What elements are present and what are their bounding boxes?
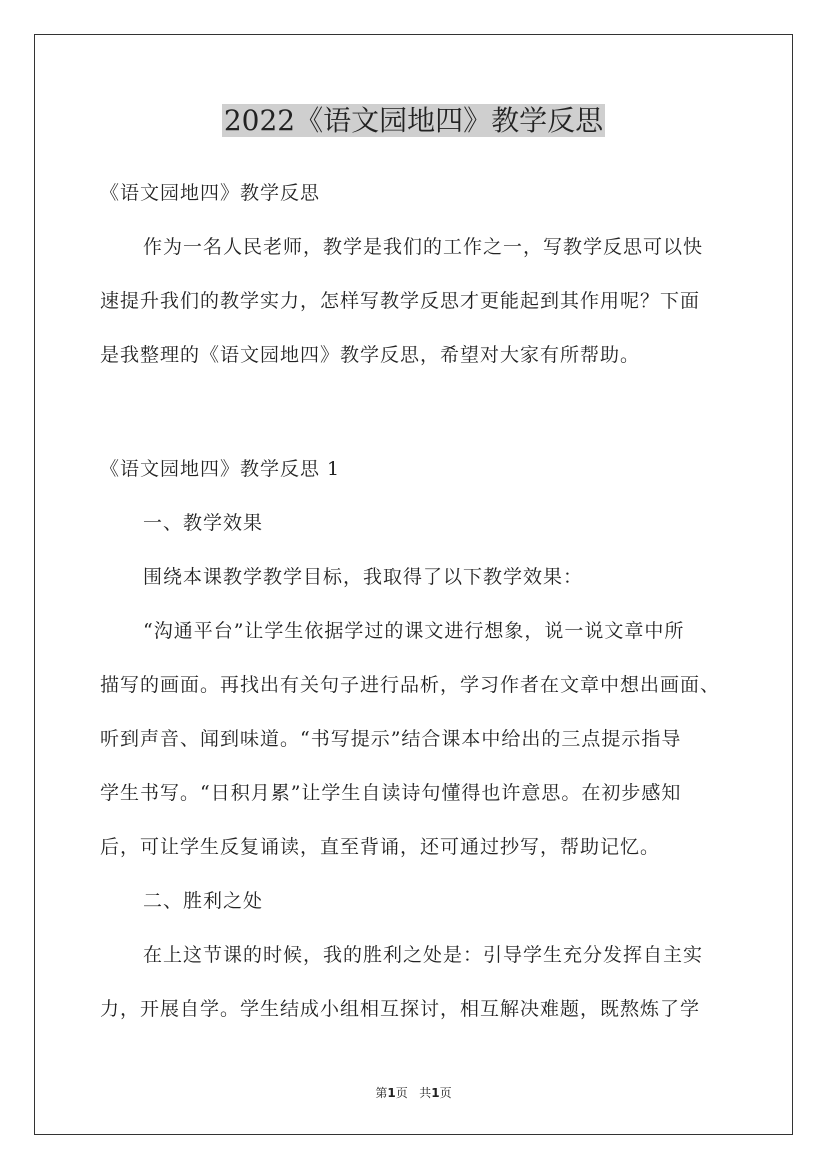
paragraph-line: 后，可让学生反复诵读，直至背诵，还可通过抄写，帮助记忆。 xyxy=(100,836,661,858)
document-title-text: 2022《语文园地四》教学反思 xyxy=(223,104,604,137)
document-title xyxy=(0,100,827,142)
paragraph-line: 听到声音、闻到味道。“书写提示”结合课本中给出的三点提示指导 xyxy=(100,728,682,750)
footer-total-prefix: 共 xyxy=(419,1086,432,1100)
document-body xyxy=(100,172,740,1042)
footer-page-prefix: 第 xyxy=(375,1086,388,1100)
section-heading: 《语文园地四》教学反思 1 xyxy=(100,458,341,480)
paragraph-line: 速提升我们的教学实力，怎样写教学反思才更能起到其作用呢？下面 xyxy=(100,290,701,312)
section-heading: 《语文园地四》教学反思 xyxy=(100,182,321,204)
subsection-heading: 一、教学效果 xyxy=(143,512,264,534)
footer-page-total: 1 xyxy=(431,1086,440,1100)
paragraph-line: 作为一名人民老师，教学是我们的工作之一，写教学反思可以快 xyxy=(143,236,704,258)
paragraph-line: 学生书写。“日积月累”让学生自读诗句懂得也许意思。在初步感知 xyxy=(100,782,682,804)
paragraph-line: 围绕本课教学教学目标，我取得了以下教学效果： xyxy=(143,566,584,588)
paragraph-line: 是我整理的《语文园地四》教学反思，希望对大家有所帮助。 xyxy=(100,344,641,366)
footer-total-suffix: 页 xyxy=(439,1086,452,1100)
paragraph-line: 描写的画面。再找出有关句子进行品析，学习作者在文章中想出画面、 xyxy=(100,674,721,696)
footer-page-suffix: 页 xyxy=(395,1086,408,1100)
subsection-heading: 二、胜利之处 xyxy=(143,890,264,912)
paragraph-gap xyxy=(100,388,740,448)
footer-page-current: 1 xyxy=(387,1086,396,1100)
paragraph-line: “沟通平台”让学生依据学过的课文进行想象，说一说文章中所 xyxy=(143,620,685,642)
paragraph-line: 力，开展自学。学生结成小组相互探讨，相互解决难题，既熬炼了学 xyxy=(100,998,701,1020)
page-footer xyxy=(0,1084,827,1101)
paragraph-line: 在上这节课的时候，我的胜利之处是：引导学生充分发挥自主实 xyxy=(143,944,704,966)
